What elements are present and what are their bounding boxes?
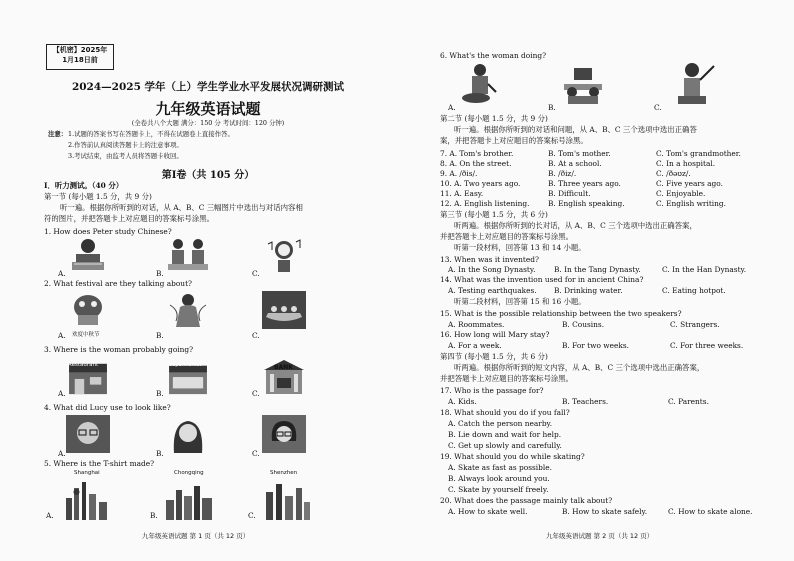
q14-option-c[interactable]: C. Eating hotpot.: [662, 286, 726, 295]
page-2-footer: 九年级英语试题 第 2 页（共 12 页）: [546, 532, 654, 540]
q6-option-a-label[interactable]: A.: [448, 103, 456, 112]
secret-line-1: 【机密】2025年: [52, 46, 108, 54]
page-1: [38, 0, 378, 561]
exam-info: (全卷共八个大题 满分：150 分 考试时间：120 分钟): [131, 119, 285, 127]
q1-picture-c-singing: [262, 236, 306, 274]
section1-instruction-a: 听一遍。根据你所听到的对话，从 A、B、C 三幅图片中选出与对话内容相: [60, 203, 303, 212]
q2-option-a-label[interactable]: A.: [58, 331, 66, 340]
section3-title: 第三节 (每小题 1.5 分，共 6 分): [440, 210, 548, 219]
q5-caption-shenzhen: Shenzhen: [270, 470, 298, 476]
section2-title: 第二节 (每小题 1.5 分，共 9 分): [440, 114, 548, 123]
exam-subtitle: 九年级英语试题: [155, 100, 261, 118]
notes-label: 注意：: [48, 130, 68, 138]
q6-option-c-label[interactable]: C.: [654, 103, 662, 112]
section4-instruction-a: 听两遍。根据你所听到的短文内容，从 A、B、C 三个选项中选出正确答案，: [454, 363, 705, 372]
q7-option-c[interactable]: C. Tom's grandmother.: [656, 149, 741, 158]
note-3: 3.考试结束，由监考人员将答题卡收回。: [68, 152, 183, 160]
q14-option-b[interactable]: B. Drinking water.: [554, 286, 623, 295]
q3-option-a-label[interactable]: A.: [58, 389, 66, 398]
q16-option-a[interactable]: A. For a week.: [448, 341, 502, 350]
q17-option-a[interactable]: A. Kids.: [448, 397, 477, 406]
q15-option-a[interactable]: A. Roommates.: [448, 320, 505, 329]
q2-option-b-label[interactable]: B.: [156, 331, 164, 340]
q1-option-a-label[interactable]: A.: [58, 269, 66, 278]
q6-picture-c-cleaning: [670, 60, 718, 106]
q3-bank-sign: BANK: [274, 364, 293, 371]
question-2: 2. What festival are they talking about?: [44, 279, 193, 288]
q19-option-c[interactable]: C. Skate by yourself freely.: [448, 485, 549, 494]
q2-option-c-label[interactable]: C.: [252, 331, 260, 340]
question-14: 14. What was the invention used for in ancient China?: [440, 275, 644, 284]
question-19: 19. What should you do while skating?: [440, 452, 585, 461]
q4-option-a-label[interactable]: A.: [58, 449, 66, 458]
question-1: 1. How does Peter study Chinese?: [44, 227, 172, 236]
confidential-stamp: [46, 44, 114, 70]
q8-option-b[interactable]: B. At a school.: [548, 159, 602, 168]
section3-instruction-b: 并把答题卡上对应题目的答案标号涂黑。: [440, 232, 574, 241]
q5-option-c-label[interactable]: C.: [248, 511, 256, 520]
q12-option-a[interactable]: 12. A. English listening.: [440, 199, 530, 208]
question-20: 20. What does the passage mainly talk about?: [440, 496, 613, 505]
q1-option-c-label[interactable]: C.: [252, 269, 260, 278]
q10-option-a[interactable]: 10. A. Two years ago.: [440, 179, 521, 188]
q18-option-a[interactable]: A. Catch the person nearby.: [448, 419, 553, 428]
q2-picture-c-dragon-boat: [262, 290, 306, 330]
page-1-footer: 九年级英语试题 第 1 页（共 12 页）: [142, 532, 250, 540]
note-2: 2.作答前认真阅读答题卡上的注意事项。: [68, 141, 183, 149]
section4-title: 第四节 (每小题 1.5 分，共 6 分): [440, 352, 548, 361]
section1-instruction-b: 符的图片，并把答题卡上对应题目的答案标号涂黑。: [44, 214, 214, 223]
section2-instruction-b: 案，并把答题卡上对应题目的答案标号涂黑。: [440, 136, 588, 145]
q4-picture-c-girl-short-hair: [262, 414, 306, 454]
q14-option-a[interactable]: A. Testing earthquakes.: [448, 286, 537, 295]
q6-picture-a-cooking: [456, 62, 502, 106]
q20-option-c[interactable]: C. How to skate alone.: [668, 507, 753, 516]
q6-picture-b-watching-tv: [560, 62, 606, 106]
section3-passage-1-note: 听第一段材料，回答第 13 和 14 小题。: [454, 243, 586, 252]
listening-heading: I．听力测试。（40 分）: [44, 181, 124, 190]
q2-picture-a-lion-dance: [66, 290, 110, 330]
q9-option-b[interactable]: B. /ðiz/.: [548, 169, 577, 178]
q4-picture-a-girl-glasses: [66, 414, 110, 454]
q10-option-b[interactable]: B. Three years ago.: [548, 179, 621, 188]
q5-picture-b-chongqing-skyline: [164, 478, 216, 520]
q20-option-b[interactable]: B. How to skate safely.: [562, 507, 648, 516]
page-2: [436, 0, 772, 561]
q3-option-b-label[interactable]: B.: [156, 389, 164, 398]
q1-option-b-label[interactable]: B.: [156, 269, 164, 278]
q15-option-c[interactable]: C. Strangers.: [670, 320, 720, 329]
q13-option-c[interactable]: C. In the Han Dynasty.: [662, 265, 747, 274]
section2-instruction-a: 听一遍。根据你所听到的对话和问题，从 A、B、C 三个选项中选出正确答: [454, 125, 697, 134]
q5-option-a-label[interactable]: A.: [46, 511, 54, 520]
q3-option-c-label[interactable]: C.: [252, 389, 260, 398]
question-18: 18. What should you do if you fall?: [440, 408, 570, 417]
q1-picture-a-boy-reading: [66, 236, 110, 274]
q8-option-c[interactable]: C. In a hospital.: [656, 159, 716, 168]
q13-option-b[interactable]: B. In the Tang Dynasty.: [554, 265, 641, 274]
q11-option-c[interactable]: C. Enjoyable.: [656, 189, 706, 198]
q11-option-b[interactable]: B. Difficult.: [548, 189, 591, 198]
q13-option-a[interactable]: A. In the Song Dynasty.: [448, 265, 536, 274]
q7-option-b[interactable]: B. Tom's mother.: [548, 149, 611, 158]
q12-option-b[interactable]: B. English speaking.: [548, 199, 625, 208]
q5-picture-c-shenzhen-skyline: [260, 478, 312, 520]
q5-caption-shanghai: Shanghai: [74, 470, 100, 476]
section4-instruction-b: 并把答题卡上对应题目的答案标号涂黑。: [440, 374, 574, 383]
q11-option-a[interactable]: 11. A. Easy.: [440, 189, 484, 198]
q9-option-c[interactable]: C. /ðəʊz/.: [656, 169, 691, 178]
q18-option-c[interactable]: C. Get up slowly and carefully.: [448, 441, 562, 450]
section3-passage-2-note: 听第二段材料，回答第 15 和 16 小题。: [454, 297, 586, 306]
question-5: 5. Where is the T-shirt made?: [44, 459, 155, 468]
q9-option-a[interactable]: 9. A. /ðis/.: [440, 169, 478, 178]
q8-option-a[interactable]: 8. A. On the street.: [440, 159, 512, 168]
q5-caption-chongqing: Chongqing: [174, 470, 204, 476]
question-6: 6. What's the woman doing?: [440, 51, 547, 60]
q1-picture-b-two-people: [166, 236, 210, 274]
q7-option-a[interactable]: 7. A. Tom's brother.: [440, 149, 514, 158]
q16-option-c[interactable]: C. For three weeks.: [670, 341, 744, 350]
q10-option-c[interactable]: C. Five years ago.: [656, 179, 723, 188]
question-17: 17. Who is the passage for?: [440, 386, 544, 395]
q18-option-b[interactable]: B. Lie down and wait for help.: [448, 430, 562, 439]
q17-option-c[interactable]: C. Parents.: [668, 397, 709, 406]
q5-picture-a-shanghai-skyline: [62, 478, 114, 520]
note-1: 1.试题的答案书写在答题卡上，不得在试题卷上直接作答。: [68, 130, 234, 138]
question-16: 16. How long will Mary stay?: [440, 330, 550, 339]
q19-option-a[interactable]: A. Skate as fast as possible.: [448, 463, 552, 472]
question-3: 3. Where is the woman probably going?: [44, 345, 194, 354]
q4-option-b-label[interactable]: B.: [156, 449, 164, 458]
part1-title: 第Ⅰ卷（共 105 分）: [161, 170, 255, 181]
q3-supermarket-sign: Supermarket: [169, 362, 202, 368]
q17-option-b[interactable]: B. Teachers.: [562, 397, 609, 406]
q19-option-b[interactable]: B. Always look around you.: [448, 474, 550, 483]
question-13: 13. When was it invented?: [440, 255, 539, 264]
q20-option-a[interactable]: A. How to skate well.: [448, 507, 528, 516]
q4-option-c-label[interactable]: C.: [252, 449, 260, 458]
question-4: 4. What did Lucy use to look like?: [44, 403, 171, 412]
q5-option-b-label[interactable]: B.: [150, 511, 158, 520]
q2-picture-b-fairy: [166, 290, 210, 330]
q2-picture-a-caption: 欢度中秋节: [72, 332, 100, 338]
q3-restaurant-sign: Restaurant: [68, 362, 99, 368]
q4-picture-b-girl-long-hair: [166, 414, 210, 454]
question-15: 15. What is the possible relationship between the two speakers?: [440, 309, 682, 318]
q15-option-b[interactable]: B. Cousins.: [562, 320, 605, 329]
q16-option-b[interactable]: B. For two weeks.: [562, 341, 629, 350]
section3-instruction-a: 听两遍。根据你所听到的长对话，从 A、B、C 三个选项中选出正确答案，: [454, 221, 697, 230]
q12-option-c[interactable]: C. English writing.: [656, 199, 727, 208]
secret-line-2: 1月18日前: [62, 56, 98, 64]
section1-title: 第一节 (每小题 1.5 分，共 9 分): [44, 192, 152, 201]
q6-option-b-label[interactable]: B.: [548, 103, 556, 112]
exam-title: 2024—2025 学年（上）学生学业水平发展状况调研测试: [71, 81, 345, 93]
